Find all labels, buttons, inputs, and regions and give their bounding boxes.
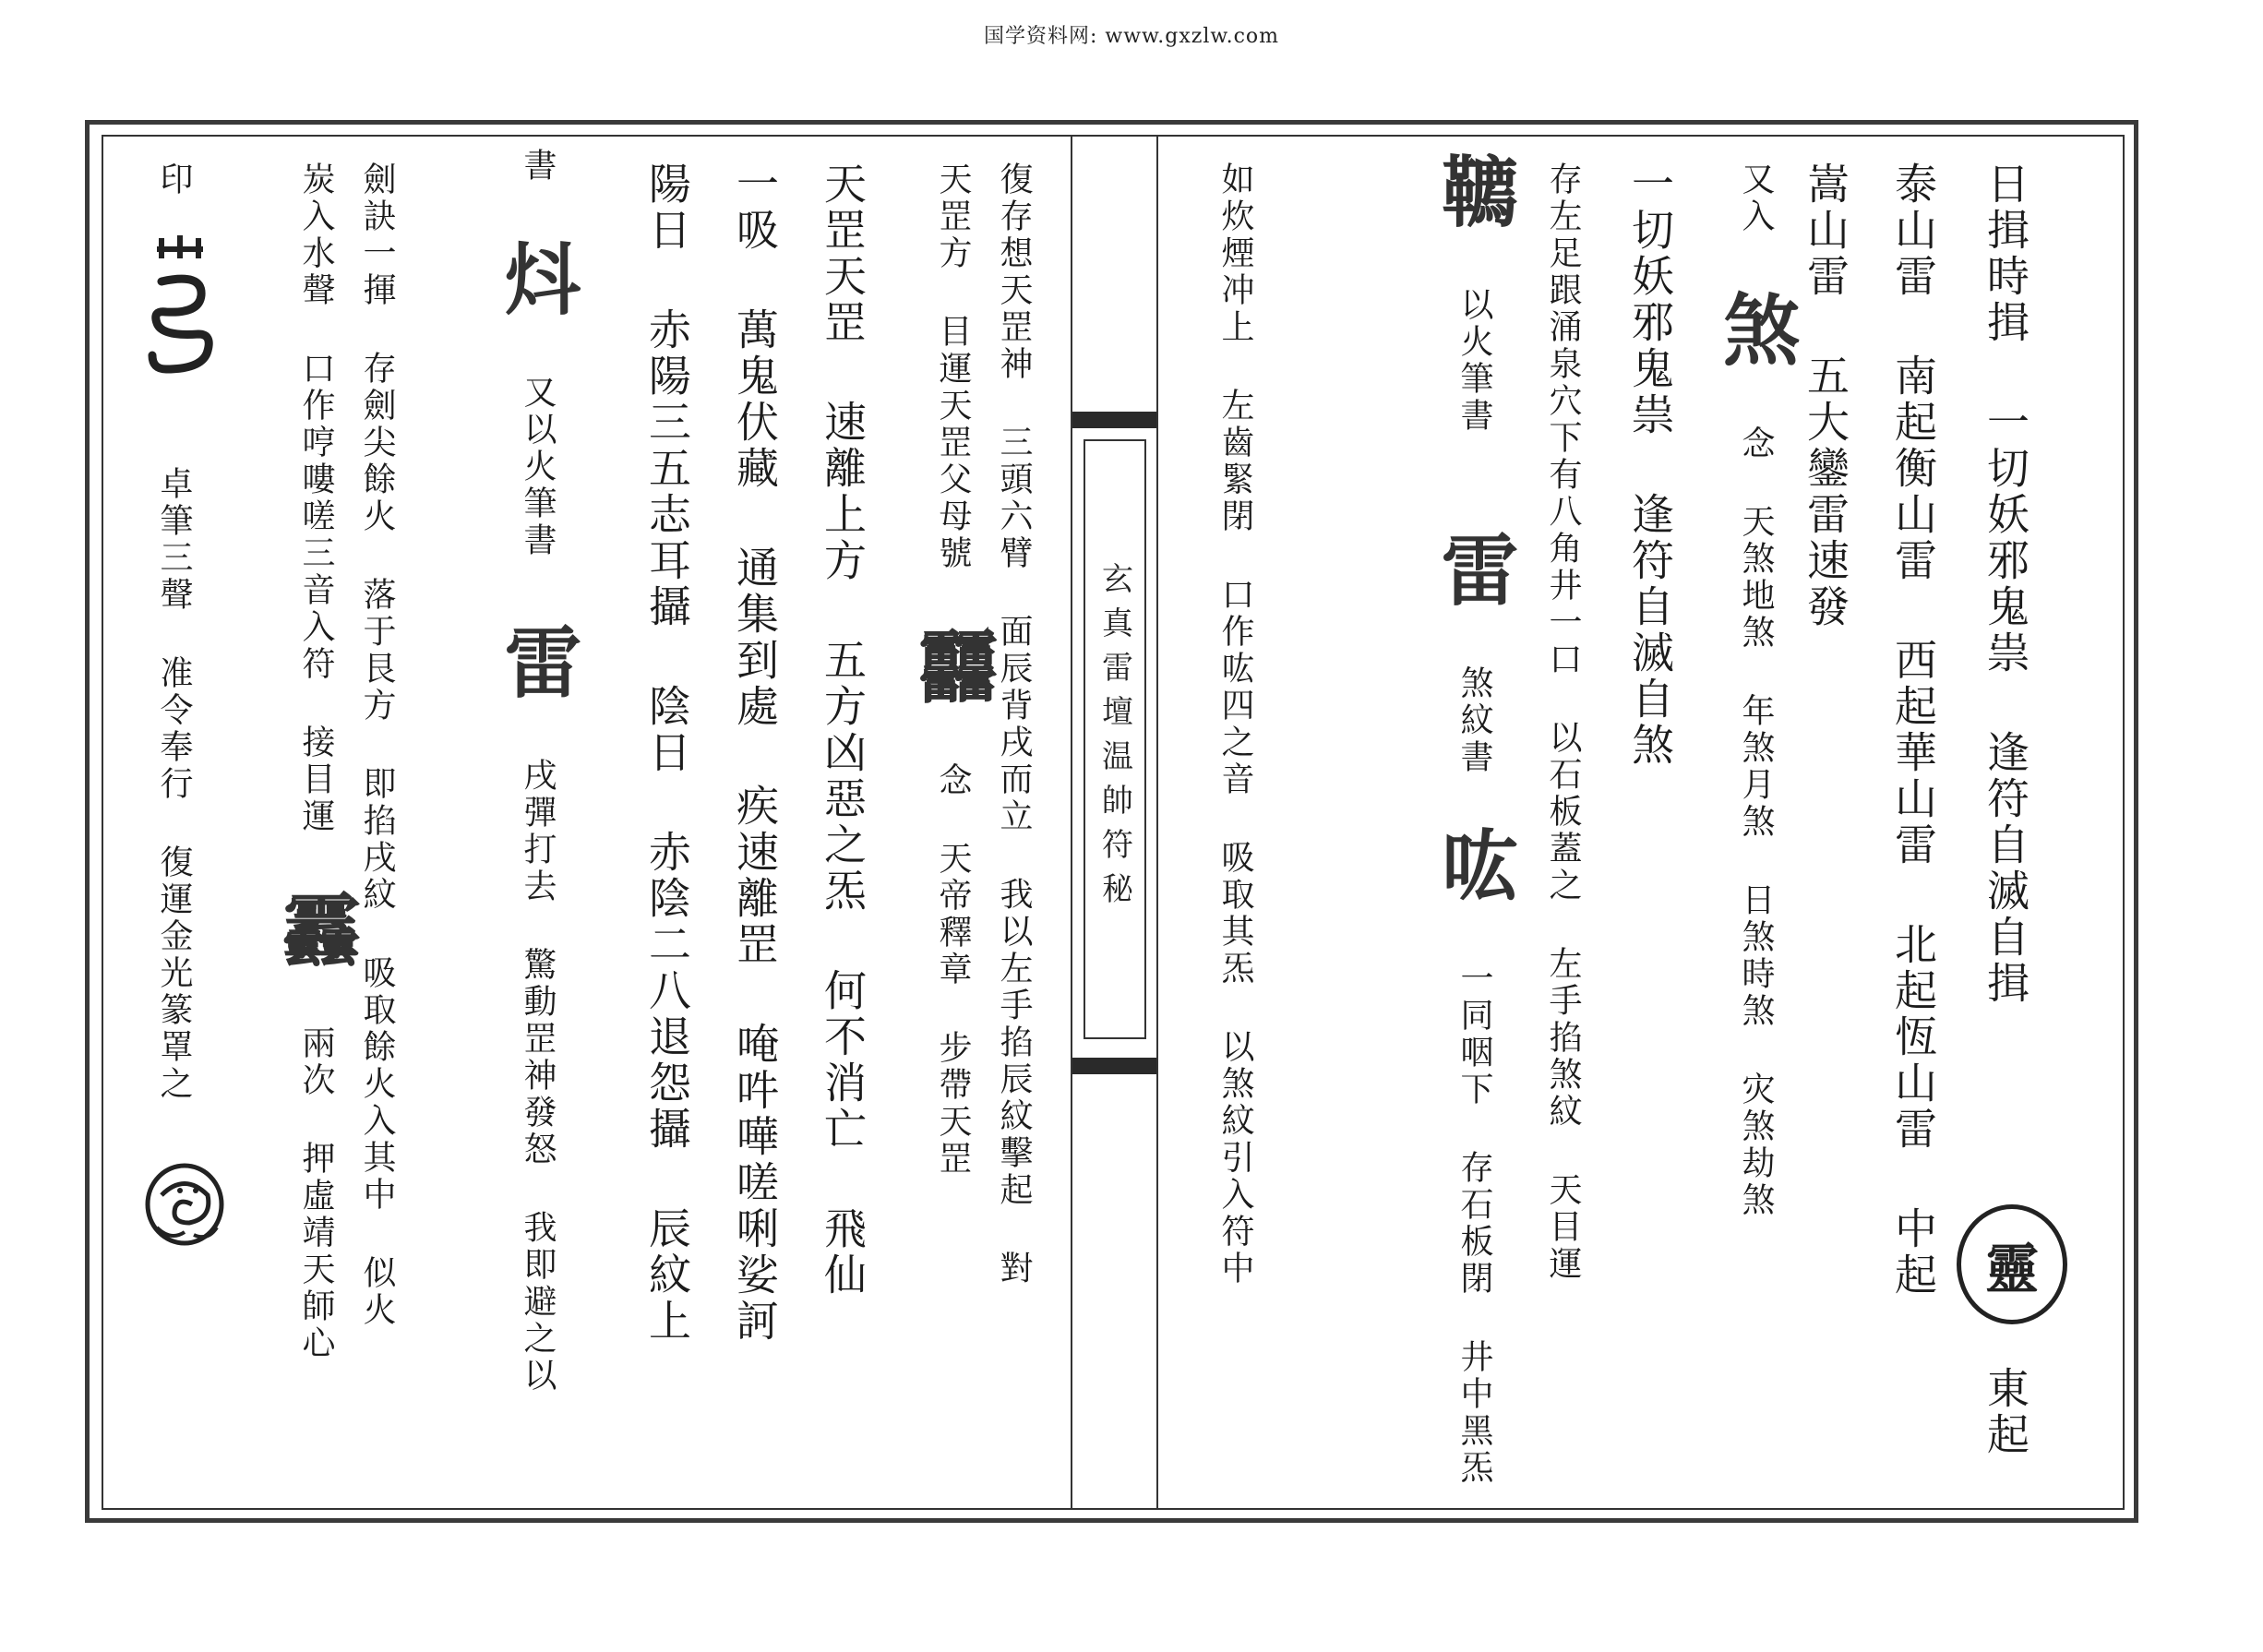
right-column-9 — [1429, 812, 1520, 1487]
right-column-2 — [1888, 162, 1938, 1299]
right-column-10 — [1216, 162, 1254, 1287]
column-text: 泰山雷 南起衡山雷 西起華山雷 北起恆山雷 中起 — [1888, 162, 1938, 1299]
talisman-char: 炓 — [492, 239, 583, 320]
left-column-1 — [995, 162, 1033, 1287]
book-spine — [1071, 135, 1158, 1510]
spine-bar-top — [1072, 412, 1156, 428]
column-text: 又以火筆書 — [519, 375, 557, 559]
right-column-6 — [1544, 162, 1582, 1283]
left-column-8 — [358, 162, 396, 1329]
column-text: 念 天帝釋章 步帶天罡 — [934, 762, 972, 1178]
column-text: 卓筆三聲 准令奉行 復運金光篆罩之 — [155, 466, 193, 1103]
left-column-5 — [642, 162, 692, 1345]
column-text: 天罡方 目運天罡父母號 — [934, 162, 972, 572]
column-text: 書 — [519, 148, 557, 185]
column-text: 日揖時揖 一切妖邪鬼祟 逢符自滅自揖 — [1981, 162, 2030, 1007]
right-column-5 — [1625, 162, 1675, 769]
column-text: 陽日 赤陽三五志耳攝 陰日 赤陰二八退怨攝 辰紋上 — [642, 162, 692, 1345]
talisman-char: 雷 — [1429, 530, 1520, 611]
talisman-char: 䨺 — [270, 890, 362, 971]
right-column-4 — [1710, 162, 1802, 1219]
column-text: 東起 — [1981, 1366, 2030, 1458]
column-text: 一吸 萬鬼伏藏 通集到處 疾速離罡 唵吽嘩嗟唎娑訶 — [730, 162, 780, 1345]
left-column-2 — [907, 162, 999, 1178]
column-text: 復存想天罡神 三頭六臂 面辰背戌而立 我以左手掐辰紋擊起 對 — [995, 162, 1033, 1287]
site-header: 国学资料网: www.gxzlw.com — [983, 25, 1280, 48]
talisman-char: 雷 — [492, 622, 583, 703]
left-column-3 — [818, 162, 868, 1299]
column-text: 嵩山雷 五大鑾雷速發 — [1801, 162, 1850, 630]
column-text: 劍訣一揮 存劍尖餘火 落于艮方 即掐戌紋 吸取餘火入其中 似火 — [358, 162, 396, 1329]
right-column-1-tail — [1981, 1366, 2030, 1458]
seal-swirl-icon — [138, 1154, 231, 1255]
talisman-char: 韀 — [1429, 151, 1520, 233]
talisman-char: 䨻 — [907, 627, 999, 708]
left-column-9 — [270, 162, 362, 1362]
column-text: 煞紋書 — [1455, 665, 1493, 776]
talisman-spiral-icon — [138, 231, 222, 397]
talisman-char: 煞 — [1710, 290, 1802, 371]
column-text: 一同咽下 存石板閉 井中黑炁 — [1455, 961, 1493, 1487]
column-text: 炭入水聲 口作哼嘍嗟三音入符 接目運 — [297, 162, 335, 835]
left-column-7 — [492, 609, 583, 1395]
column-text: 一切妖邪鬼祟 逢符自滅自煞 — [1625, 162, 1675, 769]
left-column-6 — [492, 148, 583, 559]
column-text: 以火筆書 — [1455, 287, 1493, 435]
column-text: 念 天煞地煞 年煞月煞 日煞時煞 灾煞劫煞 — [1737, 425, 1775, 1219]
spine-bar-bottom — [1072, 1058, 1156, 1074]
column-text: 印 — [155, 162, 193, 198]
column-text: 又入 — [1737, 162, 1775, 235]
left-column-4 — [730, 162, 780, 1345]
book-title: 玄真雷壇温帥符秘 — [1096, 562, 1133, 916]
title-box — [1084, 439, 1146, 1039]
right-column-1 — [1981, 162, 2030, 1007]
column-text: 兩次 押虛靖天師心 — [297, 1025, 335, 1362]
right-column-8 — [1429, 517, 1520, 776]
column-text: 天罡天罡 速離上方 五方凶惡之炁 何不消亡 飛仙 — [818, 162, 868, 1299]
right-column-3 — [1801, 162, 1850, 630]
column-text: 戌彈打去 驚動罡神發怒 我即避之以 — [519, 758, 557, 1395]
talisman-char: 吰 — [1429, 825, 1520, 906]
seal-thunder-icon — [1957, 1204, 2067, 1324]
column-text: 存左足跟涌泉穴下有八角井一口 以石板蓋之 左手掐煞紋 天目運 — [1544, 162, 1582, 1283]
right-column-7 — [1429, 138, 1520, 435]
column-text: 如炊煙冲上 左齒緊閉 口作吰四之音 吸取其炁 以煞紋引入符中 — [1216, 162, 1254, 1287]
seal-char: 靈 — [1984, 1238, 2039, 1300]
